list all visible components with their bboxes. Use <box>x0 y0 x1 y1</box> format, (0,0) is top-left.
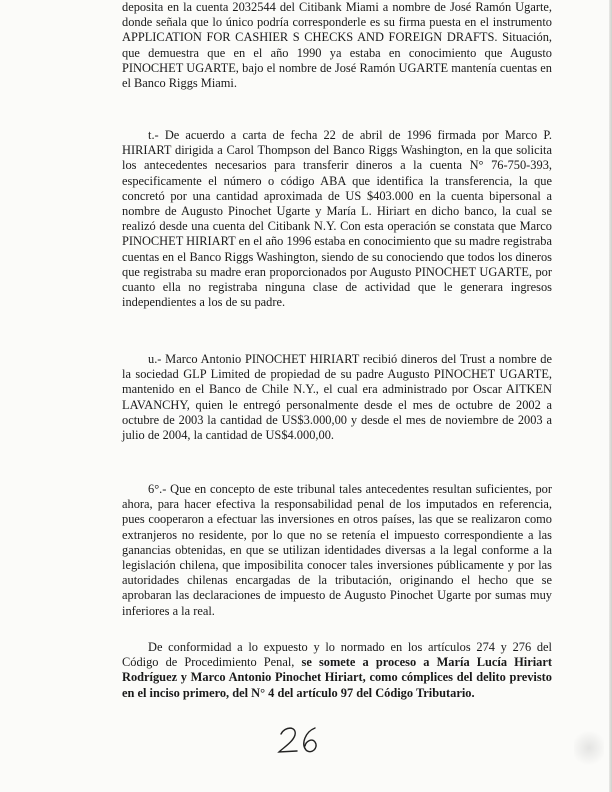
paragraph-conformidad <box>122 640 552 701</box>
paragraph-6-text <box>122 482 552 619</box>
handwritten-page-number <box>275 722 325 756</box>
paragraph-6-body: 6°.- Que en concepto de este tribunal tales antecedentes resultan suficientes, por ahora, para hacer efectiva la responsabilidad penal de los imputados en referencia, pues cooperaron a efectuar las inversiones en otros países, las que se realizaron como extranjeros no residente, por lo que no se retenía el impuesto correspondiente a las ganancias obtenidas, en que se utilizan identidades diversas a la legal conforme a la legislación chilena, que imposibilita conocer tales inversiones públicamente y por las autoridades chilenas encargadas de la tributación, originando el hecho que se aprobaran las declaraciones de impuesto de Augusto Pinochet Ugarte por sumas muy inferiores a la real. <box>122 482 552 618</box>
paragraph-u <box>122 352 552 443</box>
paragraph-6 <box>122 482 552 619</box>
paragraph-conformidad-text <box>122 640 552 701</box>
paragraph-top-text: deposita en la cuenta 2032544 del Citibank Miami a nombre de José Ramón Ugarte, donde señala que lo único podría corresponderle es su firma puesta en el instrumento APPLICATION FOR CASHIER S CHECKS AND FOREIGN DRAFTS. Situación, que demuestra que en el año 1990 ya estaba en conocimiento que Augusto PINOCHET UGARTE, bajo el nombre de José Ramón UGARTE mantenía cuentas en el Banco Riggs Miami. <box>122 0 552 91</box>
paragraph-t-text: t.- De acuerdo a carta de fecha 22 de abril de 1996 firmada por Marco P. HIRIART dirigida a Carol Thompson del Banco Riggs Washington, en la que solicita los antecedentes necesarios para transferir dineros a la cuenta N° 76-750-393, especificamente el número o código ABA que identifica la transferencia, la que concretó por una cantidad aproximada de US $403.000 en la cuenta bipersonal a nombre de Augusto Pinochet Ugarte y María L. Hiriart en dicho banco, la cual se realizó desde una cuenta del Citibank N.Y. Con esta operación se constata que Marco PINOCHET HIRIART en el año 1996 estaba en conocimiento que su madre registraba cuentas en el Banco Riggs Washington, siendo de su conociendo que todos los dineros que registraba su madre eran proporcionados por Augusto PINOCHET UGARTE, por cuanto ella no registraba ninguna clase de actividad que le generara ingresos independientes a los de su padre. <box>122 128 552 310</box>
conformidad-bold-resolution: se somete a proceso a María Lucía Hiriart Rodríguez y Marco Antonio Pinochet Hiriart, como cómplices del delito previsto en el inciso primero, del N° 4 del artículo 97 del Código Tributario. <box>122 655 552 700</box>
scan-noise <box>574 728 604 768</box>
paragraph-top <box>122 0 552 91</box>
paragraph-u-text: u.- Marco Antonio PINOCHET HIRIART recibió dineros del Trust a nombre de la sociedad GLP Limited de propiedad de su padre Augusto PINOCHET UGARTE, mantenido en el Banco de Chile N.Y., el cual era administrado por Oscar AITKEN LAVANCHY, quien le entregó personalmente desde el mes de octubre de 2002 a octubre de 2003 la cantidad de US$3.000,00 y desde el mes de noviembre de 2003 a julio de 2004, la cantidad de US$4.000,00. <box>122 352 552 443</box>
conformidad-plain-text: De conformidad a lo expuesto y lo normado en los artículos 274 y 276 del Código de Procedimiento Penal, <box>122 640 552 670</box>
paragraph-t <box>122 128 552 310</box>
